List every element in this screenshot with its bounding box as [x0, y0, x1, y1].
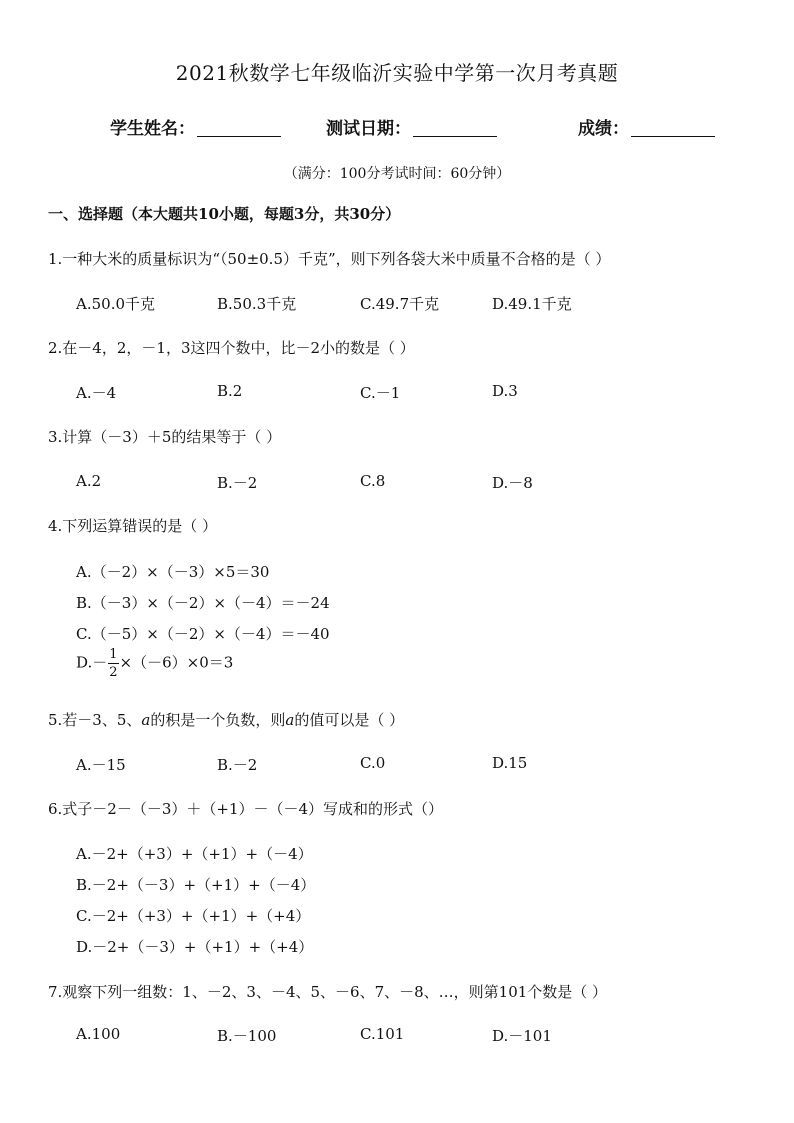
student-name-label: 学生姓名：	[110, 119, 195, 139]
student-name-field	[110, 114, 281, 139]
student-name-blank	[197, 118, 281, 137]
question-6-option-c: C.－2+（+3）+（+1）+（+4）	[76, 907, 311, 925]
question-5-stem	[48, 709, 404, 730]
question-6-option-d: D.－2+（－3）+（+1）+（+4）	[76, 938, 314, 956]
score-label: 成绩：	[578, 119, 629, 139]
question-5-option-a: A.－15	[76, 756, 126, 774]
question-5-stem-part: 的积是一个负数，则	[150, 711, 286, 729]
question-6-option-b: B.－2+（－3）+（+1）+（－4）	[76, 876, 316, 894]
question-3-stem: 3.计算（－3）＋5的结果等于（ ）	[48, 428, 282, 446]
question-3-option-c: C.8	[360, 472, 386, 490]
question-2-stem: 2.在－4，2，－1，3这四个数中，比－2小的数是（ ）	[48, 339, 415, 357]
question-3-option-a: A.2	[76, 472, 102, 490]
question-2-option-a: A.－4	[76, 384, 117, 402]
question-7-option-c: C.101	[360, 1025, 405, 1043]
question-3-option-d: D.－8	[492, 474, 533, 492]
question-1-stem: 1.一种大米的质量标识为“（50±0.5）千克”，则下列各袋大米中质量不合格的是（ ）	[48, 250, 611, 268]
test-date-label: 测试日期：	[326, 119, 411, 139]
question-5-option-c: C.0	[360, 754, 386, 772]
question-4-option-d	[76, 648, 233, 679]
fraction-numerator: 1	[109, 647, 118, 662]
question-4-option-d-suffix: ×（－6）×0＝3	[119, 653, 234, 672]
test-date-blank	[413, 118, 497, 137]
page-title: 2021秋数学七年级临沂实验中学第一次月考真题	[175, 61, 619, 85]
question-1-option-c: C.49.7千克	[360, 295, 440, 313]
question-2-option-b: B.2	[217, 382, 243, 400]
question-2-option-c: C.－1	[360, 384, 401, 402]
question-4-option-a: A.（－2）×（－3）×5＝30	[76, 563, 270, 581]
question-1-option-d: D.49.1千克	[492, 295, 572, 313]
question-5-option-b: B.－2	[217, 756, 258, 774]
fraction-denominator: 2	[109, 665, 118, 680]
question-6-stem: 6.式子－2－（－3）＋（+1）－（－4）写成和的形式（）	[48, 800, 444, 818]
variable-a: a	[141, 711, 151, 729]
question-6-option-a: A.－2+（+3）+（+1）+（－4）	[76, 845, 313, 863]
question-3-option-b: B.－2	[217, 474, 258, 492]
question-5-option-d: D.15	[492, 754, 528, 772]
question-4-stem: 4.下列运算错误的是（ ）	[48, 517, 218, 535]
question-2-option-d: D.3	[492, 382, 518, 400]
section-title: 一、选择题（本大题共10小题，每题3分，共30分）	[48, 205, 401, 223]
question-7-option-d: D.－101	[492, 1027, 552, 1045]
exam-note: （满分：100分考试时间：60分钟）	[283, 166, 511, 182]
question-5-stem-part: 的值可以是（ ）	[294, 711, 405, 729]
fraction	[108, 648, 118, 679]
question-4-option-b: B.（－3）×（－2）×（－4）＝－24	[76, 594, 330, 612]
question-1-option-b: B.50.3千克	[217, 295, 297, 313]
score-field	[578, 114, 715, 139]
variable-a: a	[285, 711, 295, 729]
test-date-field	[326, 114, 497, 139]
question-4-option-d-prefix: D.－	[76, 653, 108, 672]
question-7-option-b: B.－100	[217, 1027, 277, 1045]
question-4-option-c: C.（－5）×（－2）×（－4）＝－40	[76, 625, 330, 643]
question-1-option-a: A.50.0千克	[76, 295, 155, 313]
score-blank	[631, 118, 715, 137]
question-7-option-a: A.100	[76, 1025, 121, 1043]
question-7-stem: 7.观察下列一组数：1、－2、3、－4、5、－6、7、－8、…，则第101个数是（ ）	[48, 983, 608, 1001]
question-5-stem-part: 5.若－3、5、	[48, 711, 142, 729]
